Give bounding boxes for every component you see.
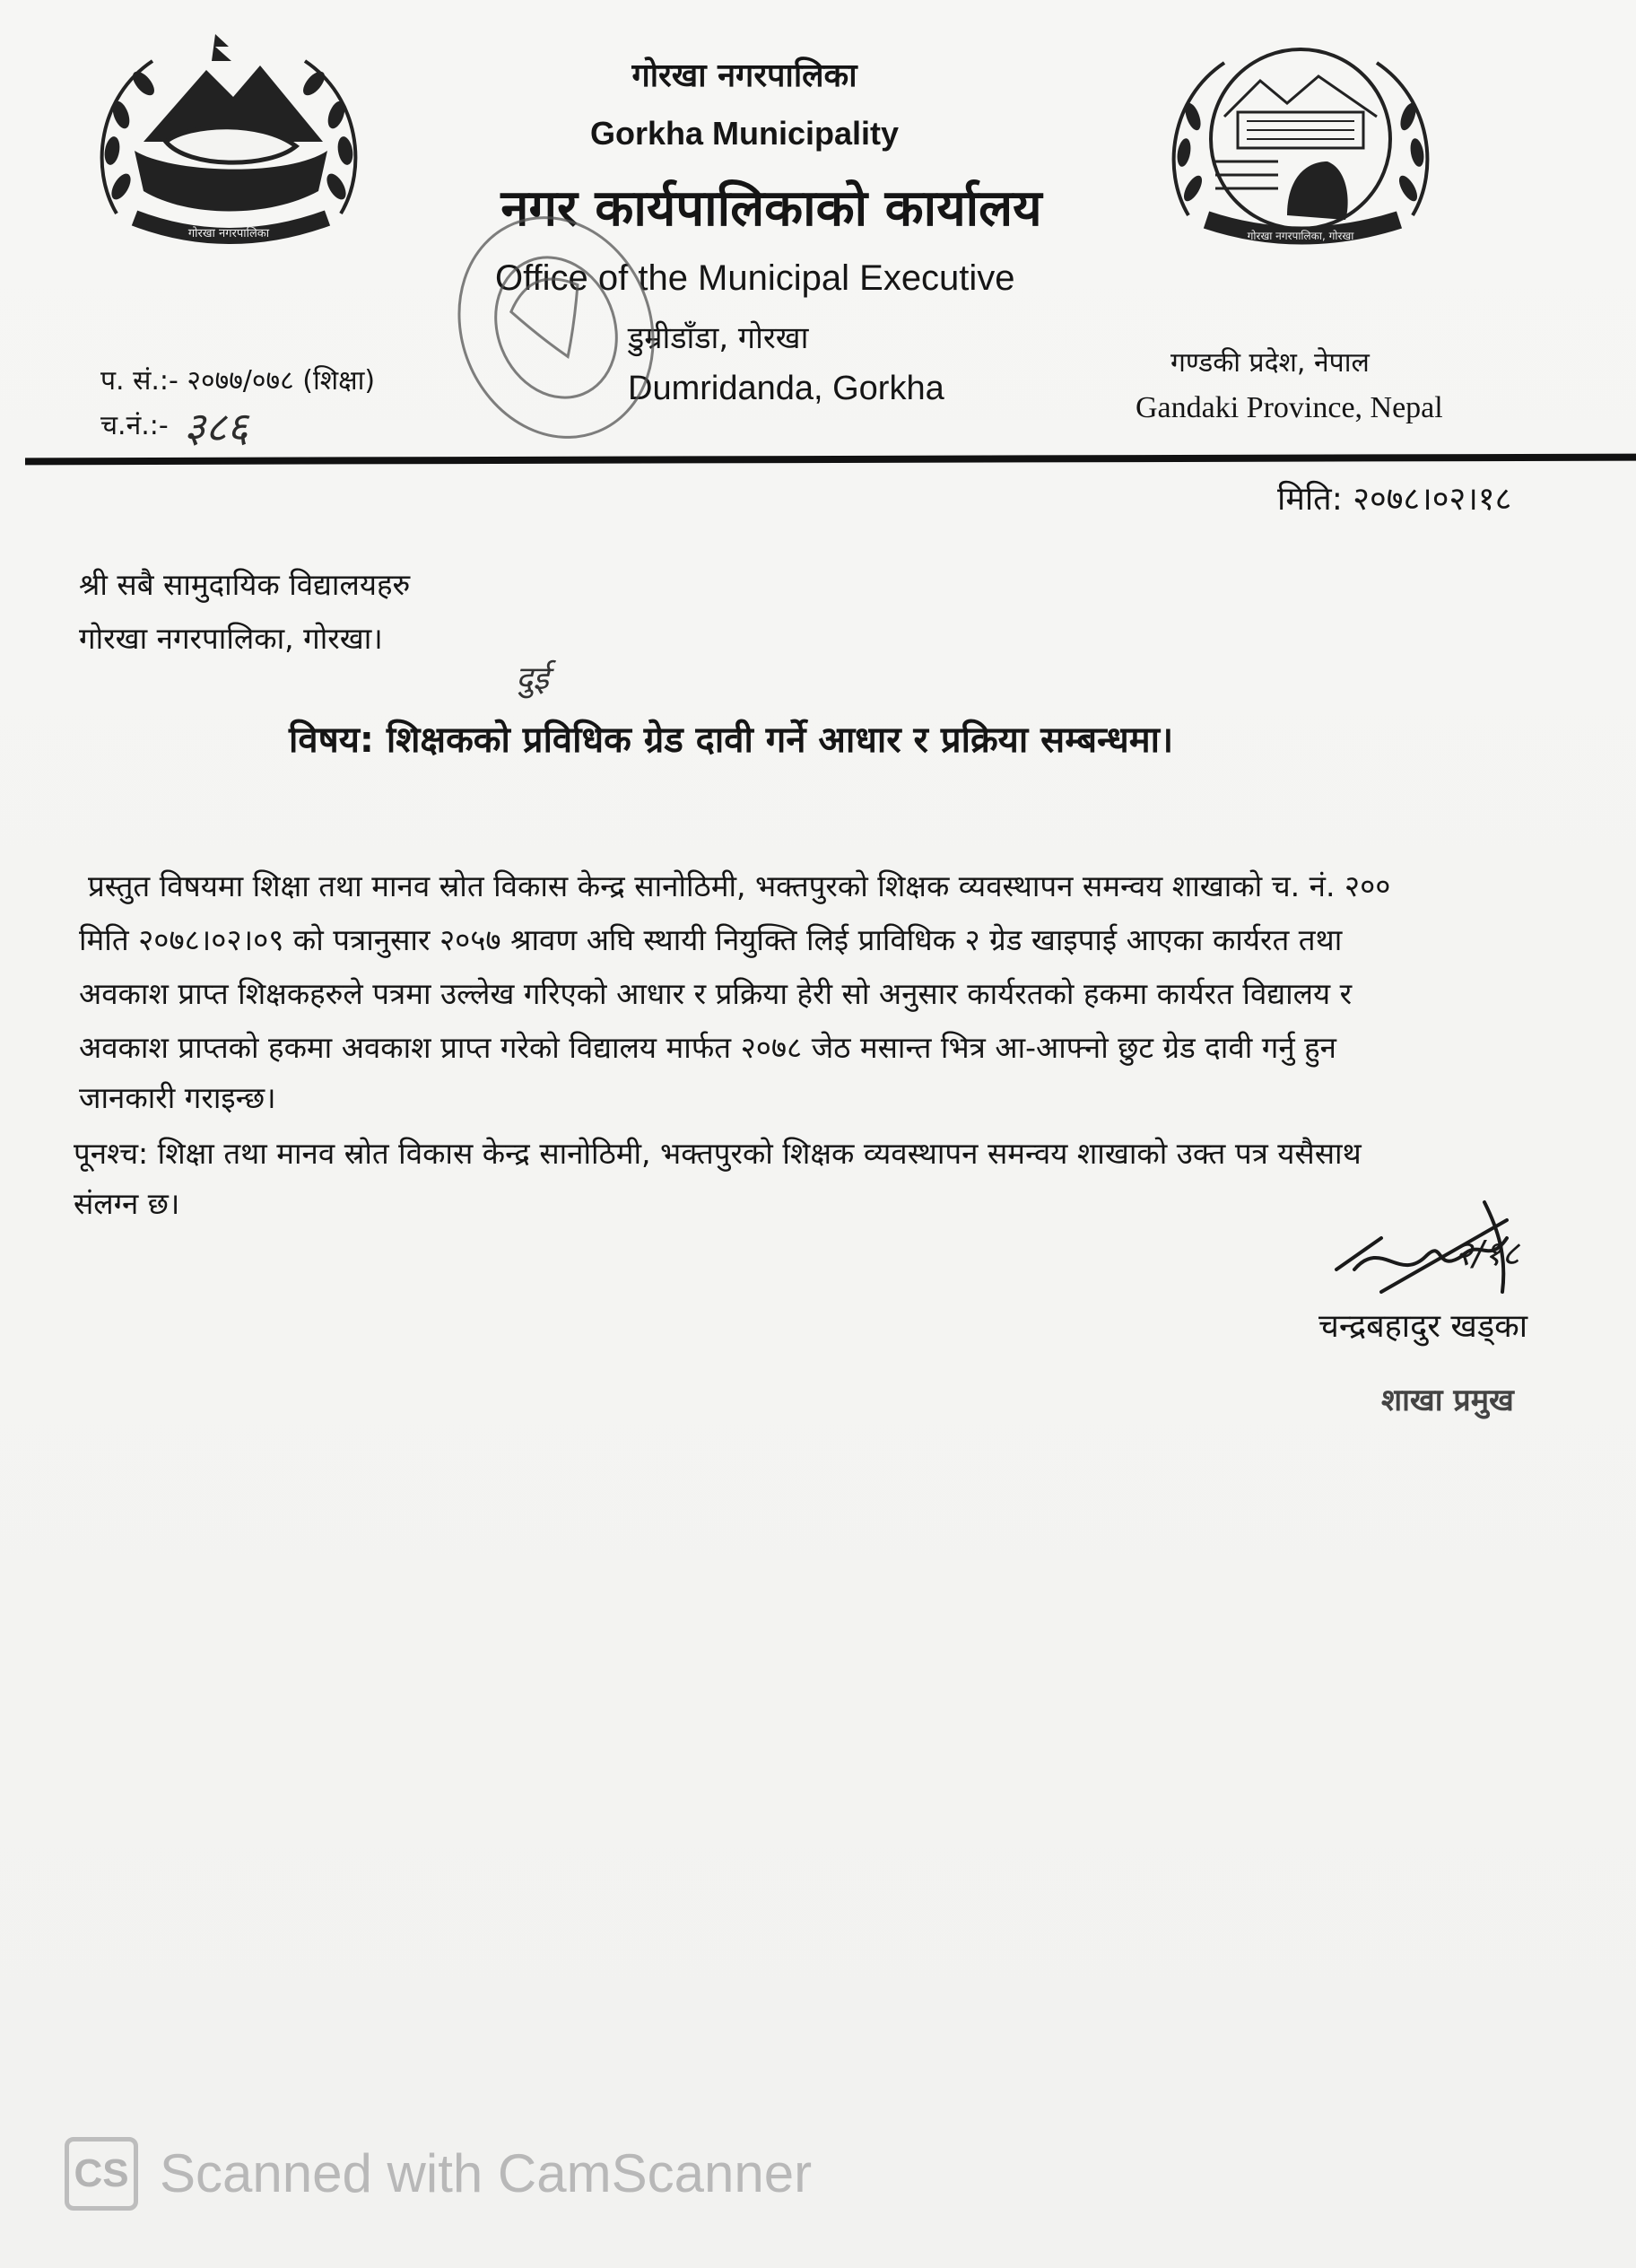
right-emblem-caption: गोरखा नगरपालिका, गोरखा (1247, 230, 1354, 242)
dispatch-label: च.नं.:- (100, 410, 169, 441)
office-name-en: Office of the Municipal Executive (495, 258, 1015, 298)
camscanner-watermark: Scanned with CamScanner (160, 2143, 813, 2203)
body-line-3: अवकाश प्राप्त शिक्षकहरुले पत्रमा उल्लेख गरिएको आधार र प्रक्रिया हेरी सो अनुसार कार्यरतको हकमा कार्यरत विद्यालय र (79, 976, 1353, 1011)
recipient-line-1: श्री सबै सामुदायिक विद्यालयहरु (79, 567, 411, 602)
municipality-name-en: Gorkha Municipality (589, 115, 900, 152)
postscript-line-2: संलग्न छ। (74, 1186, 180, 1221)
header-divider (25, 454, 1636, 466)
signatory-title: शाखा प्रमुख (1381, 1383, 1514, 1418)
left-emblem-caption: गोरखा नगरपालिका (187, 227, 270, 240)
postscript-line-1: पूनश्च: शिक्षा तथा मानव स्रोत विकास केन्द्र सानोठिमी, भक्तपुरको शिक्षक व्यवस्थापन समन्वय शाखाको उक्त पत्र यसैसाथ (74, 1136, 1362, 1171)
nepal-emblem-left-icon (81, 34, 377, 258)
office-name-np: नगर कार्यपालिकाको कार्यालय (500, 179, 1042, 238)
signatory-name: चन्द्रबहादुर खड्का (1318, 1308, 1528, 1345)
letter-date: मिति: २०७८।०२।१८ (1277, 481, 1512, 518)
province-np: गण्डकी प्रदेश, नेपाल (1170, 347, 1370, 379)
municipality-name-np: गोरखा नगरपालिका (631, 57, 857, 94)
letter-subject: विषय: शिक्षकको प्रविधिक ग्रेड दावी गर्ने आधार र प्रक्रिया सम्बन्धमा। (289, 720, 1174, 761)
recipient-line-2: गोरखा नगरपालिका, गोरखा। (79, 621, 383, 656)
signature-date: २/१८ (1455, 1234, 1520, 1273)
dispatch-number-handwritten: ३८६ (184, 403, 248, 451)
reference-number: प. सं.:- २०७७/०७८ (शिक्षा) (100, 365, 376, 397)
body-line-1: प्रस्तुत विषयमा शिक्षा तथा मानव स्रोत विकास केन्द्र सानोठिमी, भक्तपुरको शिक्षक व्यवस्थापन समन्वय शाखाको च. नं. २०० (88, 868, 1391, 903)
subject-handwritten-insertion: दुई (516, 660, 549, 697)
official-stamp-icon (448, 197, 664, 458)
address-np: डुम्रीडाँडा, गोरखा (628, 320, 809, 356)
province-en: Gandaki Province, Nepal (1136, 391, 1443, 424)
camscanner-logo-icon: CS (65, 2137, 138, 2211)
body-line-5: जानकारी गराइन्छ। (79, 1080, 276, 1115)
body-line-2: मिति २०७८।०२।०९ को पत्रानुसार २०५७ श्रावण अघि स्थायी नियुक्ति लिई प्राविधिक २ ग्रेड खाइपाई आएका कार्यरत तथा (79, 922, 1343, 957)
address-en: Dumridanda, Gorkha (628, 370, 944, 407)
municipality-emblem-right-icon (1153, 36, 1449, 251)
body-line-4: अवकाश प्राप्तको हकमा अवकाश प्राप्त गरेको विद्यालय मार्फत २०७८ जेठ मसान्त भित्र आ-आफ्नो छुट ग्रेड दावी गर्नु हुन (79, 1030, 1336, 1065)
